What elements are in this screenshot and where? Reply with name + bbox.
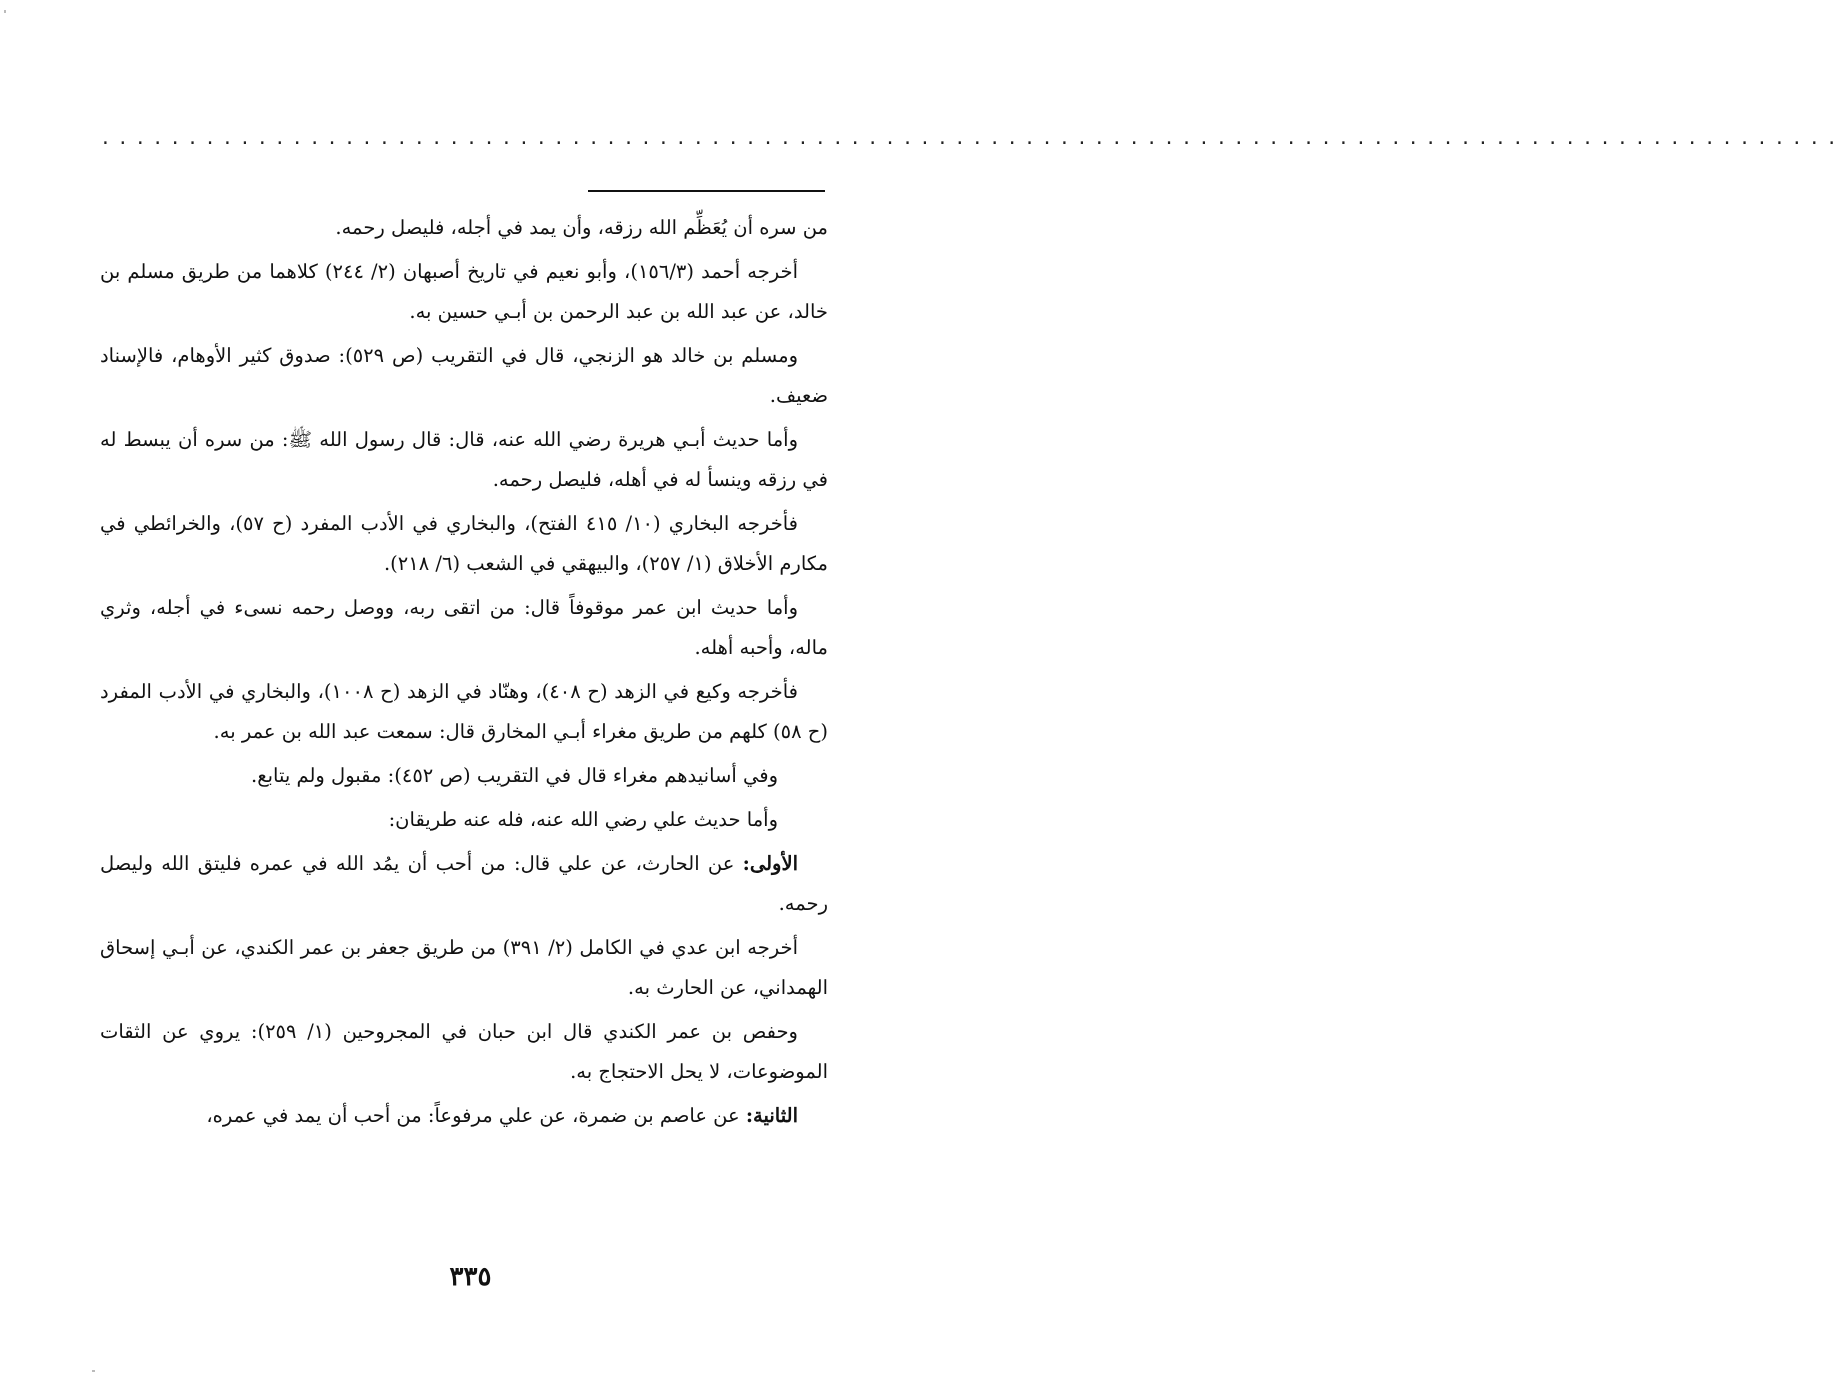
scan-speck — [4, 10, 6, 13]
paragraph: وأما حديث ابن عمر موقوفاً قال: من اتقى ربه، ووصل رحمه نسىء في أجله، وثري ماله، وأحبه أهله. — [100, 596, 828, 659]
paragraph: وأما حديث أبـي هريرة رضي الله عنه، قال: قال رسول الله ﷺ: من سره أن يبسط له في رزقه وينسأ له في أهله، فليصل رحمه. — [100, 428, 828, 491]
paragraph: وأما حديث علي رضي الله عنه، فله عنه طريقان: — [388, 808, 778, 831]
paragraph: ومسلم بن خالد هو الزنجي، قال في التقريب (ص ٥٢٩): صدوق كثير الأوهام، فالإسناد ضعيف. — [100, 344, 828, 407]
footnote-rule — [588, 190, 825, 192]
paragraph: من سره أن يُعَظِّم الله رزقه، وأن يمد في أجله، فليصل رحمه. — [335, 216, 828, 239]
section-lead: الثانية: — [745, 1104, 798, 1127]
dotted-separator: .................................................................................................... — [100, 128, 1844, 149]
scan-speck — [92, 1370, 95, 1372]
paragraph: وحفص بن عمر الكندي قال ابن حبان في المجروحين (١/ ٢٥٩): يروي عن الثقات الموضوعات، لا يحل الاحتجاج به. — [100, 1020, 828, 1083]
paragraph: الثانية: عن عاصم بن ضمرة، عن علي مرفوعاً: من أحب أن يمد في عمره، — [206, 1104, 798, 1127]
paragraph: الأولى: عن الحارث، عن علي قال: من أحب أن يمُد الله في عمره فليتق الله وليصل رحمه. — [100, 852, 828, 915]
page-number: ٣٣٥ — [449, 1262, 492, 1292]
section-lead: الأولى: — [742, 852, 798, 875]
paragraph: فأخرجه البخاري (١٠/ ٤١٥ الفتح)، والبخاري في الأدب المفرد (ح ٥٧)، والخرائطي في مكارم الأخلاق (١/ ٢٥٧)، والبيهقي في الشعب (٦/ ٢١٨). — [100, 512, 828, 575]
paragraph: فأخرجه وكيع في الزهد (ح ٤٠٨)، وهنّاد في الزهد (ح ١٠٠٨)، والبخاري في الأدب المفرد (ح ٥٨) كلهم من طريق مغراء أبـي المخارق قال: سمعت عبد الله بن عمر به. — [100, 680, 828, 743]
footnote-text — [100, 208, 828, 1140]
paragraph: أخرجه ابن عدي في الكامل (٢/ ٣٩١) من طريق جعفر بن عمر الكندي، عن أبـي إسحاق الهمداني، عن الحارث به. — [100, 936, 828, 999]
paragraph: وفي أسانيدهم مغراء قال في التقريب (ص ٤٥٢): مقبول ولم يتابع. — [251, 764, 778, 787]
paragraph: أخرجه أحمد (١٥٦/٣)، وأبو نعيم في تاريخ أصبهان (٢/ ٢٤٤) كلاهما من طريق مسلم بن خالد، عن عبد الله بن عبد الرحمن بن أبـي حسين به. — [100, 260, 828, 323]
